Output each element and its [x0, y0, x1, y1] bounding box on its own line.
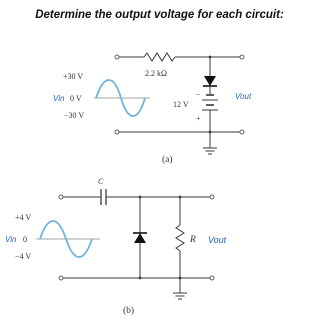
circuit-a: [53, 53, 252, 165]
circuit-b-zero-label: 0: [23, 235, 27, 244]
circuit-a-battery-minus: −: [196, 90, 201, 99]
circuit-a-ground-icon: [203, 148, 217, 154]
circuit-b-diode: [134, 233, 146, 243]
circuit-b-capacitor: [101, 189, 106, 205]
circuit-b-caption: (b): [123, 306, 135, 316]
circuit-b-vin-label: Vin: [5, 235, 17, 244]
circuit-a-input-terminal-bottom[interactable]: [115, 130, 119, 134]
circuit-a-output-terminal-top[interactable]: [240, 55, 244, 59]
circuit-a-input-terminal-top[interactable]: [115, 55, 119, 59]
circuit-a-zero-label: 0 V: [70, 94, 82, 103]
circuit-b-input-terminal-bottom[interactable]: [59, 276, 63, 280]
circuit-b-node-bottom-resistor: [179, 277, 182, 280]
circuit-a-battery: [202, 95, 218, 110]
circuit-a-battery-plus: +: [196, 114, 201, 123]
circuit-a-vout-label: Vout: [235, 92, 252, 101]
circuit-a-resistor: [144, 53, 175, 61]
circuit-b-ground-icon: [173, 293, 187, 299]
circuit-b-output-terminal-top[interactable]: [210, 195, 214, 199]
circuit-a-peak-pos-label: +30 V: [63, 72, 84, 81]
circuit-a-output-terminal-bottom[interactable]: [240, 130, 244, 134]
circuit-a-vin-label: Vin: [53, 94, 65, 103]
page-title: Determine the output voltage for each circuit:: [35, 9, 284, 21]
circuit-a-peak-neg-label: −30 V: [64, 111, 85, 120]
circuit-b-resistor: [176, 225, 184, 251]
circuit-b-peak-neg-label: −4 V: [15, 252, 32, 261]
circuit-b-vout-label: Vout: [208, 235, 227, 245]
circuit-a-resistor-label: 2.2 kΩ: [145, 69, 167, 78]
circuit-b-resistor-label: R: [190, 235, 196, 245]
circuit-b-peak-pos-label: +4 V: [15, 213, 32, 222]
circuit-a-battery-label: 12 V: [173, 100, 189, 109]
circuit-b-input-terminal-top[interactable]: [59, 195, 63, 199]
circuit-a-diode: [204, 76, 216, 86]
circuit-a-caption: (a): [162, 155, 173, 165]
circuit-a-node-bottom: [209, 131, 212, 134]
circuit-b-node-bottom-diode: [139, 277, 142, 280]
circuit-b-capacitor-label: C: [98, 177, 104, 186]
circuit-b: [5, 177, 227, 316]
circuit-b-output-terminal-bottom[interactable]: [210, 276, 214, 280]
